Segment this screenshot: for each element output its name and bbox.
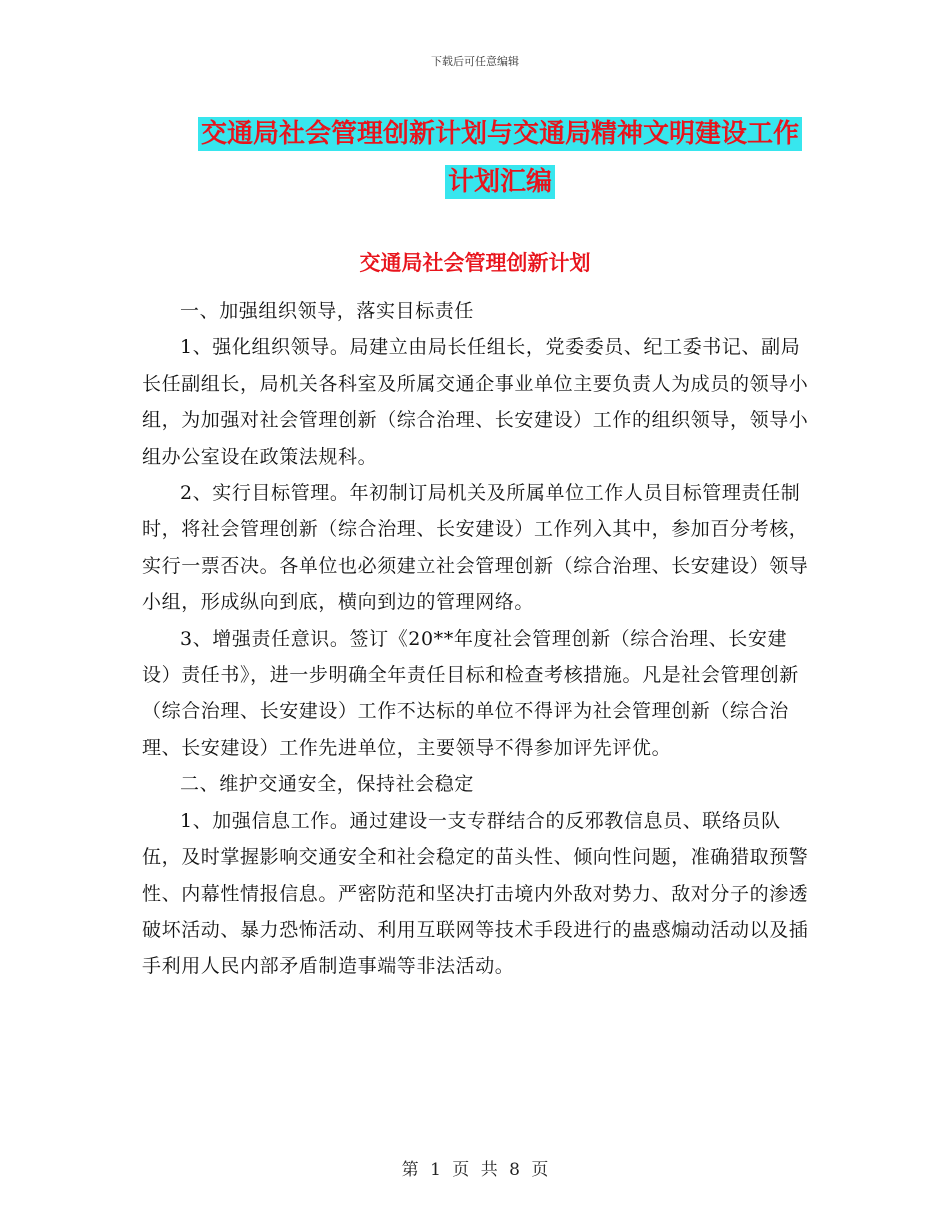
header-note: 下载后可任意编辑: [431, 55, 519, 68]
document-title-line2: 计划汇编: [445, 165, 555, 199]
body-text: [142, 293, 814, 985]
paragraph: 1、加强信息工作。通过建设一支专群结合的反邪教信息员、联络员队伍，及时掌握影响交通安全和社会稳定的苗头性、倾向性问题，准确猎取预警性、内幕性情报信息。严密防范和坚决打击境内外敌对势力、敌对分子的渗透破坏活动、暴力恐怖活动、利用互联网等技术手段进行的蛊惑煽动活动以及插手利用人民内部矛盾制造事端等非法活动。: [142, 809, 809, 978]
page-footer: 第 1 页 共 8 页: [401, 1160, 549, 1180]
paragraph: 1、强化组织领导。局建立由局长任组长，党委委员、纪工委书记、副局长任副组长，局机关各科室及所属交通企事业单位主要负责人为成员的领导小组，为加强对社会管理创新（综合治理、长安建设）工作的组织领导，领导小组办公室设在政策法规科。: [142, 336, 809, 468]
document-title: [140, 110, 860, 206]
paragraph: 2、实行目标管理。年初制订局机关及所属单位工作人员目标管理责任制时，将社会管理创新（综合治理、长安建设）工作列入其中，参加百分考核，实行一票否决。各单位也必须建立社会管理创新（综合治理、长安建设）领导小组，形成纵向到底，横向到边的管理网络。: [142, 482, 809, 614]
document-title-line1: 交通局社会管理创新计划与交通局精神文明建设工作: [198, 117, 802, 151]
section-title: 交通局社会管理创新计划: [359, 251, 591, 275]
paragraph: 3、增强责任意识。签订《20**年度社会管理创新（综合治理、长安建设）责任书》，进一步明确全年责任目标和检查考核措施。凡是社会管理创新（综合治理、长安建设）工作不达标的单位不得评为社会管理创新（综合治理、长安建设）工作先进单位，主要领导不得参加评先评优。: [142, 627, 799, 759]
heading-paragraph-2: 二、维护交通安全，保持社会稳定: [180, 773, 475, 796]
heading-paragraph-1: 一、加强组织领导，落实目标责任: [180, 300, 475, 322]
